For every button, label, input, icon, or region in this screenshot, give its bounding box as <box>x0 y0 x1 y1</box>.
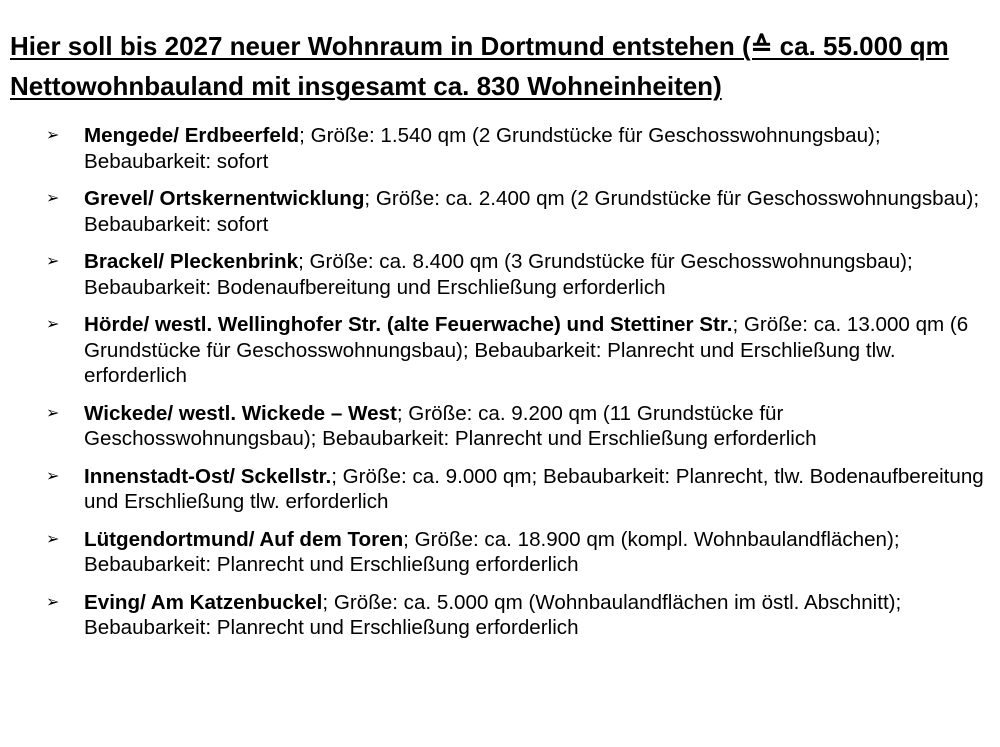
location-details: ; Größe: ca. 9.200 qm (11 Grundstücke für Geschosswohnungsbau); Bebaubarkeit: Planrecht und Erschließung erforderlich <box>84 401 817 450</box>
project-list <box>46 123 991 653</box>
location-name: Eving/ Am Katzenbuckel <box>84 590 323 614</box>
location-details: ; Größe: ca. 13.000 qm (6 Grundstücke für Geschosswohnungsbau); Bebaubarkeit: Planrecht und Erschließung tlw. erforderlich <box>84 313 969 387</box>
list-item-eving <box>46 590 991 641</box>
location-details: ; Größe: ca. 18.900 qm (kompl. Wohnbaulandflächen); Bebaubarkeit: Planrecht und Erschließung erforderlich <box>84 527 900 576</box>
page-title: Hier soll bis 2027 neuer Wohnraum in Dortmund entstehen (≙ ca. 55.000 qm Nettowohnbauland mit insgesamt ca. 830 Wohneinheiten) <box>10 31 949 101</box>
location-details: ; Größe: ca. 8.400 qm (3 Grundstücke für Geschosswohnungsbau); Bebaubarkeit: Bodenaufbereitung und Erschließung erforderlich <box>84 250 913 299</box>
location-details: ; Größe: 1.540 qm (2 Grundstücke für Geschosswohnungsbau); Bebaubarkeit: sofort <box>84 124 881 173</box>
list-item-luetgendortmund <box>46 527 991 578</box>
list-item-brackel <box>46 249 991 300</box>
list-item-wickede <box>46 401 991 452</box>
arrow-bullet-icon: ➢ <box>46 467 60 485</box>
arrow-bullet-icon: ➢ <box>46 404 60 422</box>
list-item-innenstadt-ost <box>46 464 991 515</box>
arrow-bullet-icon: ➢ <box>46 127 60 144</box>
arrow-bullet-icon: ➢ <box>46 190 60 207</box>
list-item-mengede <box>46 123 991 174</box>
location-name: Grevel/ Ortskernentwicklung <box>84 187 365 210</box>
location-name: Wickede/ westl. Wickede – West <box>84 401 397 425</box>
arrow-bullet-icon: ➢ <box>46 530 60 548</box>
arrow-bullet-icon: ➢ <box>46 316 60 333</box>
location-name: Innenstadt-Ost/ Sckellstr. <box>84 464 332 488</box>
location-name: Hörde/ westl. Wellinghofer Str. (alte Feuerwache) und Stettiner Str. <box>84 313 733 336</box>
list-item-grevel <box>46 186 991 237</box>
arrow-bullet-icon: ➢ <box>46 593 60 611</box>
list-item-hoerde <box>46 312 991 389</box>
location-name: Brackel/ Pleckenbrink <box>84 250 299 273</box>
location-details: ; Größe: ca. 9.000 qm; Bebaubarkeit: Planrecht, tlw. Bodenaufbereitung und Erschließung tlw. erforderlich <box>84 464 984 513</box>
location-details: ; Größe: ca. 2.400 qm (2 Grundstücke für Geschosswohnungsbau); Bebaubarkeit: sofort <box>84 187 980 236</box>
arrow-bullet-icon: ➢ <box>46 253 60 270</box>
location-details: ; Größe: ca. 5.000 qm (Wohnbaulandflächen im östl. Abschnitt); Bebaubarkeit: Planrecht und Erschließung erforderlich <box>84 590 902 639</box>
location-name: Mengede/ Erdbeerfeld <box>84 124 300 147</box>
location-name: Lütgendortmund/ Auf dem Toren <box>84 527 404 551</box>
